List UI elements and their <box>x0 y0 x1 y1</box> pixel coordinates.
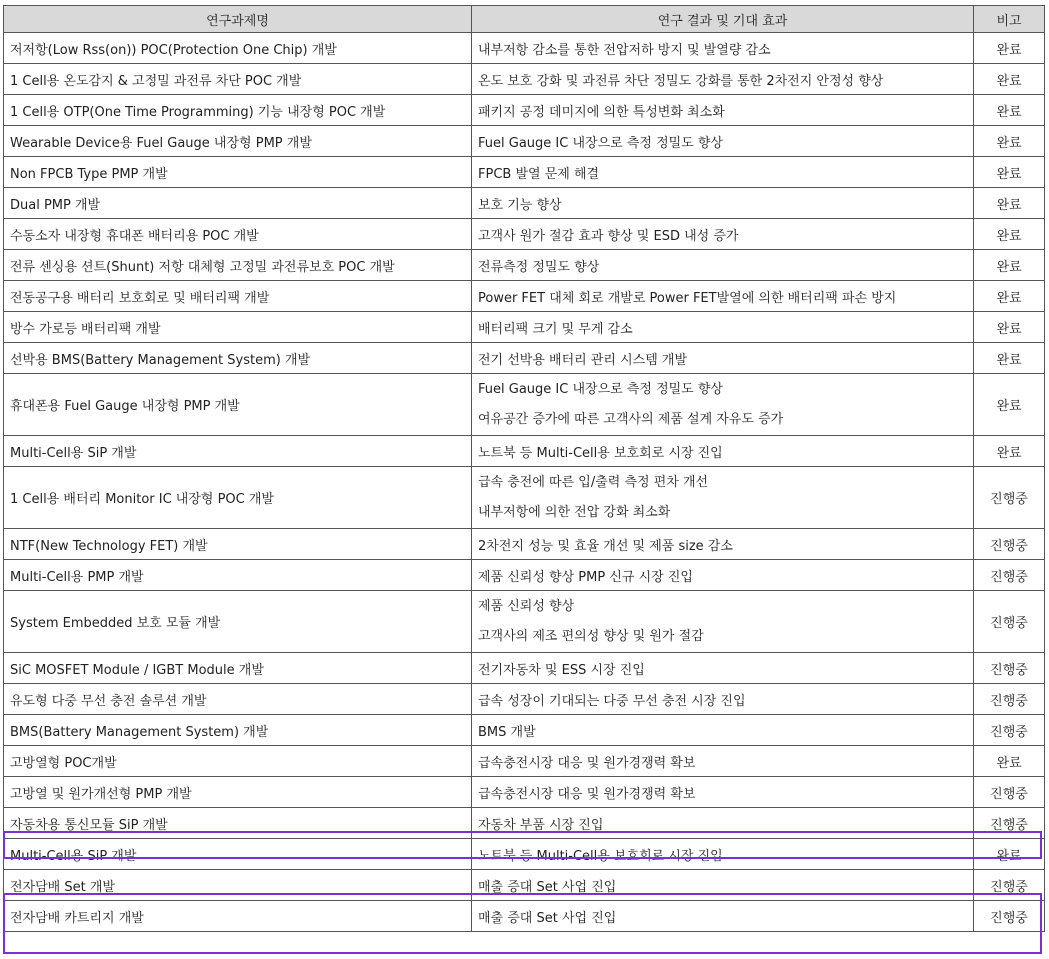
table-row <box>4 653 1045 684</box>
table-row <box>4 808 1045 839</box>
status-cell: 진행중 <box>974 808 1045 839</box>
project-result: 매출 증대 Set 사업 진입 <box>472 870 974 901</box>
project-name: Dual PMP 개발 <box>4 188 472 219</box>
result-line: 내부저항에 의한 전압 강화 최소화 <box>478 504 671 520</box>
project-name: NTF(New Technology FET) 개발 <box>4 529 472 560</box>
project-name: 전자담배 카트리지 개발 <box>4 901 472 932</box>
table-row <box>4 33 1045 64</box>
project-name: 휴대폰용 Fuel Gauge 내장형 PMP 개발 <box>4 374 472 436</box>
project-name: System Embedded 보호 모듈 개발 <box>4 591 472 653</box>
status-cell: 완료 <box>974 157 1045 188</box>
table-row <box>4 312 1045 343</box>
project-name: 전동공구용 배터리 보호회로 및 배터리팩 개발 <box>4 281 472 312</box>
table-row <box>4 591 1045 653</box>
status-cell: 진행중 <box>974 684 1045 715</box>
table-row <box>4 560 1045 591</box>
table-row <box>4 529 1045 560</box>
project-result: BMS 개발 <box>472 715 974 746</box>
status-cell: 진행중 <box>974 560 1045 591</box>
project-result: 2차전지 성능 및 효율 개선 및 제품 size 감소 <box>472 529 974 560</box>
status-cell: 진행중 <box>974 467 1045 529</box>
project-result: 전기 선박용 배터리 관리 시스템 개발 <box>472 343 974 374</box>
project-result: 노트북 등 Multi-Cell용 보호회로 시장 진입 <box>472 839 974 870</box>
status-cell: 진행중 <box>974 870 1045 901</box>
table-row <box>4 95 1045 126</box>
status-cell: 진행중 <box>974 777 1045 808</box>
result-line: 고객사의 제조 편의성 향상 및 원가 절감 <box>478 628 704 644</box>
project-result: 전기자동차 및 ESS 시장 진입 <box>472 653 974 684</box>
project-name: 수동소자 내장형 휴대폰 배터리용 POC 개발 <box>4 219 472 250</box>
project-result: 매출 증대 Set 사업 진입 <box>472 901 974 932</box>
table-row <box>4 281 1045 312</box>
status-cell: 완료 <box>974 839 1045 870</box>
project-result: 자동차 부품 시장 진입 <box>472 808 974 839</box>
status-cell: 진행중 <box>974 591 1045 653</box>
table-row <box>4 467 1045 529</box>
status-cell: 완료 <box>974 436 1045 467</box>
project-name: Multi-Cell용 SiP 개발 <box>4 436 472 467</box>
project-result: 급속충전시장 대응 및 원가경쟁력 확보 <box>472 777 974 808</box>
table-row <box>4 777 1045 808</box>
project-result: 패키지 공정 데미지에 의한 특성변화 최소화 <box>472 95 974 126</box>
status-cell: 완료 <box>974 126 1045 157</box>
result-line: 제품 신뢰성 향상 <box>478 598 575 614</box>
header-project-name: 연구과제명 <box>4 6 472 33</box>
project-name: 1 Cell용 OTP(One Time Programming) 기능 내장형 POC 개발 <box>4 95 472 126</box>
table-row <box>4 684 1045 715</box>
table-row <box>4 126 1045 157</box>
status-cell: 완료 <box>974 312 1045 343</box>
table-row <box>4 436 1045 467</box>
result-line: 급속 충전에 따른 입/출력 측정 편차 개선 <box>478 474 709 490</box>
status-cell: 완료 <box>974 64 1045 95</box>
project-result: 노트북 등 Multi-Cell용 보호회로 시장 진입 <box>472 436 974 467</box>
header-row <box>4 6 1045 33</box>
status-cell: 완료 <box>974 250 1045 281</box>
project-result: 전류측정 정밀도 향상 <box>472 250 974 281</box>
project-result: 고객사 원가 절감 효과 향상 및 ESD 내성 증가 <box>472 219 974 250</box>
status-cell: 완료 <box>974 746 1045 777</box>
project-result: 급속충전시장 대응 및 원가경쟁력 확보 <box>472 746 974 777</box>
rnd-table <box>3 5 1045 932</box>
project-result <box>472 467 974 529</box>
table-row <box>4 746 1045 777</box>
project-name: 자동차용 통신모듈 SiP 개발 <box>4 808 472 839</box>
status-cell: 완료 <box>974 281 1045 312</box>
table-row <box>4 250 1045 281</box>
project-result: 배터리팩 크기 및 무게 감소 <box>472 312 974 343</box>
project-result <box>472 591 974 653</box>
status-cell: 완료 <box>974 343 1045 374</box>
table-row <box>4 64 1045 95</box>
table-row <box>4 839 1045 870</box>
project-result: Fuel Gauge IC 내장으로 측정 정밀도 향상 <box>472 126 974 157</box>
status-cell: 완료 <box>974 219 1045 250</box>
project-result: FPCB 발열 문제 해결 <box>472 157 974 188</box>
project-result: Power FET 대체 회로 개발로 Power FET발열에 의한 배터리팩 파손 방지 <box>472 281 974 312</box>
project-name: 저저항(Low Rss(on)) POC(Protection One Chip) 개발 <box>4 33 472 64</box>
header-results: 연구 결과 및 기대 효과 <box>472 6 974 33</box>
status-cell: 진행중 <box>974 653 1045 684</box>
project-name: 선박용 BMS(Battery Management System) 개발 <box>4 343 472 374</box>
project-result: 제품 신뢰성 향상 PMP 신규 시장 진입 <box>472 560 974 591</box>
status-cell: 진행중 <box>974 901 1045 932</box>
project-name: Multi-Cell용 PMP 개발 <box>4 560 472 591</box>
project-name: 고방열형 POC개발 <box>4 746 472 777</box>
result-line: 여유공간 증가에 따른 고객사의 제품 설계 자유도 증가 <box>478 411 784 427</box>
project-result: 보호 기능 향상 <box>472 188 974 219</box>
table-row <box>4 901 1045 932</box>
project-result <box>472 374 974 436</box>
table-row <box>4 870 1045 901</box>
project-name: 전자담배 Set 개발 <box>4 870 472 901</box>
header-remarks: 비고 <box>974 6 1045 33</box>
project-name: Multi-Cell용 SiP 개발 <box>4 839 472 870</box>
table-row <box>4 219 1045 250</box>
project-name: 고방열 및 원가개선형 PMP 개발 <box>4 777 472 808</box>
result-line: Fuel Gauge IC 내장으로 측정 정밀도 향상 <box>478 381 723 397</box>
project-name: 전류 센싱용 션트(Shunt) 저항 대체형 고정밀 과전류보호 POC 개발 <box>4 250 472 281</box>
project-name: BMS(Battery Management System) 개발 <box>4 715 472 746</box>
project-name: 방수 가로등 배터리팩 개발 <box>4 312 472 343</box>
table-row <box>4 157 1045 188</box>
table-row <box>4 374 1045 436</box>
project-name: 유도형 다중 무선 충전 솔루션 개발 <box>4 684 472 715</box>
status-cell: 완료 <box>974 95 1045 126</box>
project-name: Wearable Device용 Fuel Gauge 내장형 PMP 개발 <box>4 126 472 157</box>
project-result: 급속 성장이 기대되는 다중 무선 충전 시장 진입 <box>472 684 974 715</box>
project-result: 내부저항 감소를 통한 전압저하 방지 및 발열량 감소 <box>472 33 974 64</box>
project-name: 1 Cell용 배터리 Monitor IC 내장형 POC 개발 <box>4 467 472 529</box>
table-row <box>4 715 1045 746</box>
status-cell: 완료 <box>974 188 1045 219</box>
project-result: 온도 보호 강화 및 과전류 차단 정밀도 강화를 통한 2차전지 안정성 향상 <box>472 64 974 95</box>
project-name: Non FPCB Type PMP 개발 <box>4 157 472 188</box>
table-row <box>4 343 1045 374</box>
project-name: SiC MOSFET Module / IGBT Module 개발 <box>4 653 472 684</box>
status-cell: 완료 <box>974 33 1045 64</box>
project-name: 1 Cell용 온도감지 & 고정밀 과전류 차단 POC 개발 <box>4 64 472 95</box>
status-cell: 진행중 <box>974 529 1045 560</box>
status-cell: 진행중 <box>974 715 1045 746</box>
status-cell: 완료 <box>974 374 1045 436</box>
table-row <box>4 188 1045 219</box>
